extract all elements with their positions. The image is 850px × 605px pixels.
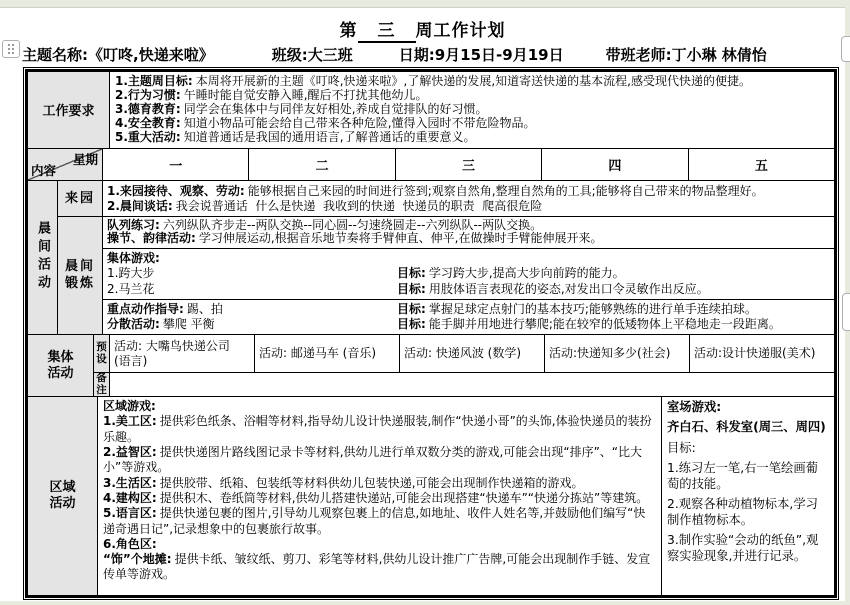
activity-friday: 活动:设计快递服(美术) [690, 335, 834, 373]
teacher-field [606, 44, 767, 65]
req-item: 5.重大活动: 知道普通话是我国的通用语言,了解普通话的重要意义。 [115, 129, 476, 144]
room-games-venue: 齐白石、科发室(周三、周四) [667, 420, 826, 435]
title-suffix: 周工作计划 [415, 21, 506, 41]
work-requirements-content [110, 72, 834, 149]
room-games-item: 2.观察各种动植物标本,学习制作植物标本。 [667, 497, 818, 527]
day-friday: 五 [689, 149, 834, 181]
drill-line: 队列练习: 六列纵队齐步走--两队交换--同心圆--匀速绕圆走--六列纵队--两队交换。 [107, 217, 543, 232]
class-value: 大三班 [307, 46, 353, 64]
day-thursday: 四 [542, 149, 688, 181]
document-page [0, 8, 845, 598]
region-item: “饰”个地摊: 提供卡纸、皱纹纸、剪刀、彩笔等材料,供幼儿设计推广广告牌,可能会出现制作手链、发宣传单等游戏。 [103, 552, 651, 582]
doc-info-line [22, 44, 845, 65]
work-requirements-label: 工作要求 [28, 72, 110, 149]
game-line: 1.跨大步 目标: 学习跨大步,提高大步向前跨的能力。 [107, 266, 625, 281]
theme-field [22, 44, 214, 65]
morning-exercise-label: 晨间锻炼 [58, 217, 103, 336]
class-label: 班级: [271, 46, 308, 64]
region-games-heading: 区域游戏: [103, 399, 156, 414]
group-activities-block [28, 335, 834, 397]
day-wednesday: 三 [396, 149, 542, 181]
activity-tuesday: 活动: 邮递马车 (音乐) [255, 335, 400, 373]
activity-wednesday: 活动: 快递风波 (数学) [400, 335, 545, 373]
req-item: 3.德育教育: 同学会在集体中与同伴友好相处,养成自觉排队的好习惯。 [115, 101, 488, 116]
focus-line: 分散活动: 攀爬 平衡 目标: 能手脚并用地进行攀爬;能在较窄的低矮物体上平稳地走一段距离。 [107, 316, 781, 331]
morning-activities-block [28, 181, 834, 336]
theme-label: 主题名称: [22, 46, 88, 64]
window-top-strip [0, 0, 850, 8]
page-title [0, 16, 845, 41]
room-games-content [662, 397, 834, 595]
morning-activities-label: 晨间活动 [28, 181, 58, 336]
region-item: 6.角色区: [103, 536, 157, 551]
title-week-number: 三 [359, 21, 414, 41]
title-prefix: 第 [339, 21, 358, 41]
teacher-value: 丁小琳 林倩怡 [671, 46, 767, 64]
group-games-cell [103, 249, 834, 300]
note-label: 备注 [94, 373, 110, 397]
region-activities-label: 区域活动 [28, 397, 98, 595]
region-games-content [98, 397, 662, 595]
focus-guidance-cell [103, 300, 834, 335]
day-tuesday: 二 [249, 149, 395, 181]
focus-line: 重点动作指导: 踢、拍 目标: 掌握足球定点射门的基本技巧;能够熟练的进行单手连续拍球。 [107, 301, 757, 316]
preset-row [94, 335, 834, 373]
arrival-item: 1.来园接待、观察、劳动: 能够根据自己来园的时间进行签到;观察自然角,整理自然角的工具;能够将自己带来的物品整理好。 [107, 183, 764, 198]
drill-cell [103, 217, 834, 250]
room-games-goal-label: 目标: [667, 440, 696, 455]
arrival-row [58, 181, 834, 217]
arrival-label: 来园 [58, 181, 103, 217]
region-item: 4.建构区: 提供积木、卷纸筒等材料,供幼儿搭建快递站,可能会出现搭建“快递车”“快递分拣站”等建筑。 [103, 490, 649, 505]
game-line: 2.马兰花 目标: 用肢体语言表现花的姿态,对发出口令灵敏作出反应。 [107, 281, 709, 296]
activity-monday: 活动: 大嘴鸟快递公司 (语言) [110, 335, 255, 373]
region-item: 2.益智区: 提供快递图片路线图记录卡等材料,供幼儿进行单双数分类的游戏,可能会出现“排序”、“比大小”等游戏。 [103, 445, 643, 475]
room-games-item: 3.制作实验“会动的纸鱼”,观察实验现象,并进行记录。 [667, 533, 819, 564]
date-value: 9月15日-9月19日 [434, 46, 564, 64]
arrival-item: 2.晨间谈话: 我会说普通话 什么是快递 我收到的快递 快递员的职责 爬高很危险 [107, 198, 543, 213]
corner-content-label: 内容 [31, 162, 57, 178]
work-requirements-row [28, 72, 834, 149]
week-header-row [28, 149, 834, 181]
date-field [399, 44, 564, 65]
theme-value: 《叮咚,快递来啦》 [88, 46, 214, 64]
group-games-heading: 集体游戏: [107, 251, 160, 266]
region-item: 5.语言区: 提供快递包裹的图片,引导幼儿观察包裹上的信息,如地址、收件人姓名等,并鼓励他们编写“快递奇遇日记”,记录想象中的包裹旅行故事。 [103, 506, 646, 536]
preset-label: 预设 [94, 335, 110, 373]
region-item: 1.美工区: 提供彩色纸条、浴帽等材料,指导幼儿设计快递服装,制作“快递小哥”的头饰,体验快递员的装扮乐趣。 [103, 414, 652, 444]
corner-week-label: 星期 [72, 151, 98, 167]
req-item: 4.安全教育: 知道小物品可能会给自己带来各种危险,懂得入园时不带危险物品。 [115, 115, 536, 130]
group-activities-label: 集体活动 [28, 335, 94, 397]
day-monday: 一 [103, 149, 249, 181]
region-item: 3.生活区: 提供胶带、纸箱、包装纸等材料供幼儿包装快递,可能会出现制作快递箱的游戏。 [103, 475, 584, 490]
drill-line: 操节、韵律活动: 学习伸展运动,根据音乐地节奏将手臂伸直、伸平,在做操时手臂能伸展开来。 [107, 231, 603, 246]
window-bottom-strip [0, 601, 850, 605]
req-item: 2.行为习惯: 午睡时能自觉安静入睡,醒后不打扰其他幼儿。 [115, 87, 428, 102]
req-item: 1.主题周目标: 本周将开展新的主题《叮咚,快递来啦》,了解快递的发展,知道寄送快递的基本流程,感受现代快递的便捷。 [115, 74, 751, 88]
arrival-content [103, 181, 834, 217]
note-content [110, 373, 834, 397]
class-field [272, 44, 353, 65]
teacher-label: 带班老师: [605, 46, 672, 64]
date-label: 日期: [398, 46, 435, 64]
region-activities-row [28, 397, 834, 595]
activity-thursday: 活动:快递知多少(社会) [545, 335, 690, 373]
note-row [94, 373, 834, 397]
room-games-heading: 室场游戏: [667, 400, 722, 415]
week-content-corner-cell [28, 149, 103, 181]
room-games-item: 1.练习左一笔,右一笔绘画葡萄的技能。 [667, 461, 818, 491]
exercise-row [58, 217, 834, 336]
weekly-plan-table [25, 69, 837, 598]
